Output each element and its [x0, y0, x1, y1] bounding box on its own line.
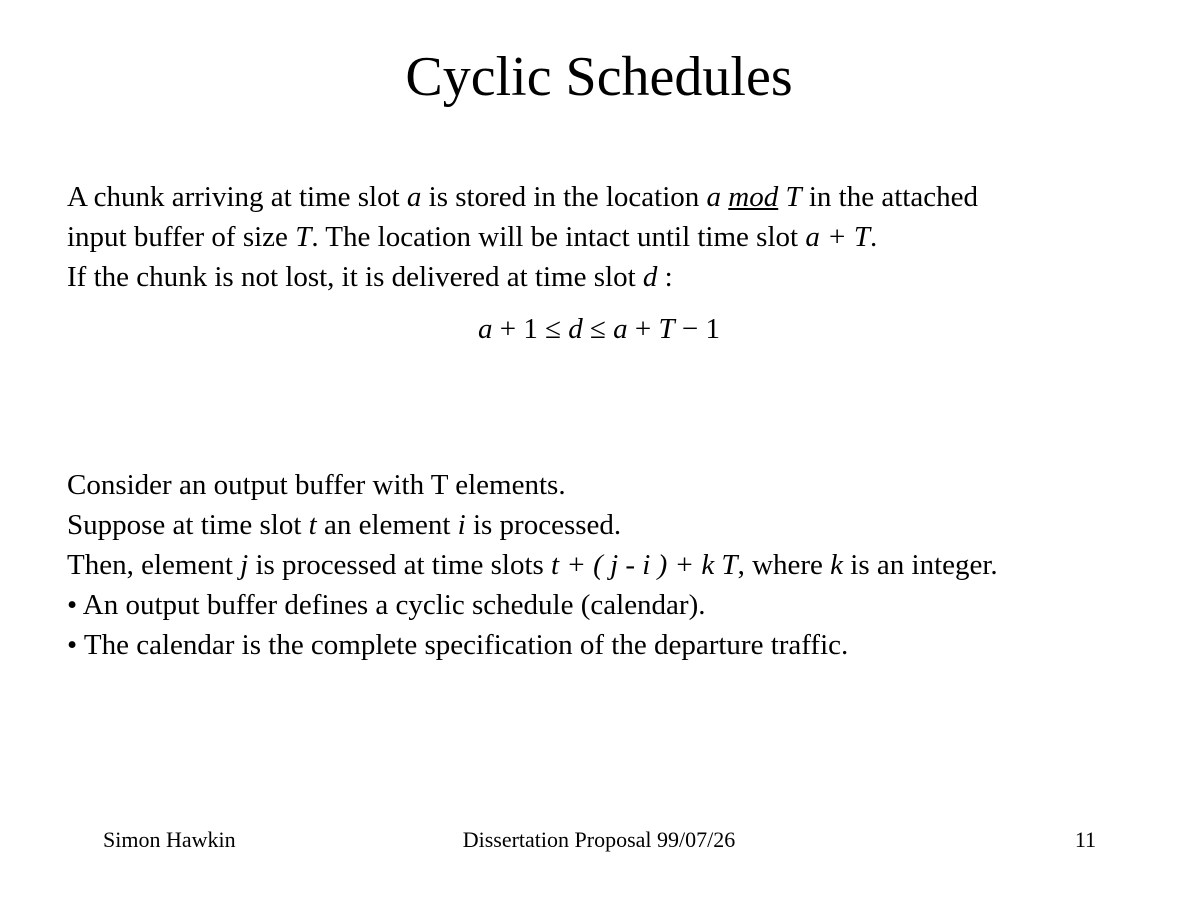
footer-author: Simon Hawkin [103, 827, 236, 852]
text-run: is processed at time slots [248, 549, 552, 581]
bullet-item-2: • The calendar is the complete specification of the departure traffic. [67, 629, 849, 661]
delivery-inequality [0, 311, 1198, 347]
text-line-6 [67, 547, 998, 583]
math-expression: a + T [805, 221, 871, 253]
text-run: is an integer. [843, 549, 998, 581]
text-run: an element [316, 509, 458, 541]
math-var: d [568, 313, 583, 345]
text-run: . The location will be intact until time slot [311, 221, 806, 253]
math-var: d [642, 261, 658, 293]
mod-operator: mod [728, 181, 779, 213]
math-var: a [477, 313, 493, 345]
text-line-1 [67, 179, 978, 215]
text-line-2 [67, 219, 877, 255]
bullet-item-1: • An output buffer defines a cyclic schedule (calendar). [67, 589, 706, 621]
math-var: a [613, 313, 628, 345]
math-var: i [457, 509, 466, 541]
text-run: is stored in the location [421, 181, 707, 213]
text-run: A chunk arriving at time slot [67, 181, 407, 213]
math-op: + [627, 313, 659, 345]
text-run: Suppose at time slot [67, 509, 309, 541]
math-op: ≤ [582, 313, 614, 345]
text-run: . [870, 221, 878, 253]
math-op: − 1 [674, 313, 721, 345]
text-line-4: Consider an output buffer with T elements. [67, 469, 566, 501]
math-var: j [240, 549, 249, 581]
math-var: t [308, 509, 317, 541]
text-run: is processed. [465, 509, 622, 541]
text-run: Then, element [67, 549, 241, 581]
math-var: T [785, 181, 802, 213]
footer-title: Dissertation Proposal 99/07/26 [462, 827, 736, 852]
math-var: a [706, 181, 722, 213]
text-run: in the attached [801, 181, 978, 213]
math-var: a [406, 181, 422, 213]
text-run: , where [737, 549, 831, 581]
text-line-3 [67, 259, 673, 295]
text-line-5 [67, 507, 621, 543]
math-expression: t + ( j - i ) + k T [551, 549, 738, 581]
slide-title: Cyclic Schedules [405, 46, 793, 108]
text-run: input buffer of size [67, 221, 296, 253]
math-var: k [830, 549, 844, 581]
text-run: If the chunk is not lost, it is delivered at time slot [67, 261, 643, 293]
math-var: T [658, 313, 675, 345]
math-var: T [295, 221, 312, 253]
math-op: + 1 ≤ [492, 313, 569, 345]
text-run: : [657, 261, 673, 293]
footer-page-number: 11 [1074, 827, 1096, 852]
